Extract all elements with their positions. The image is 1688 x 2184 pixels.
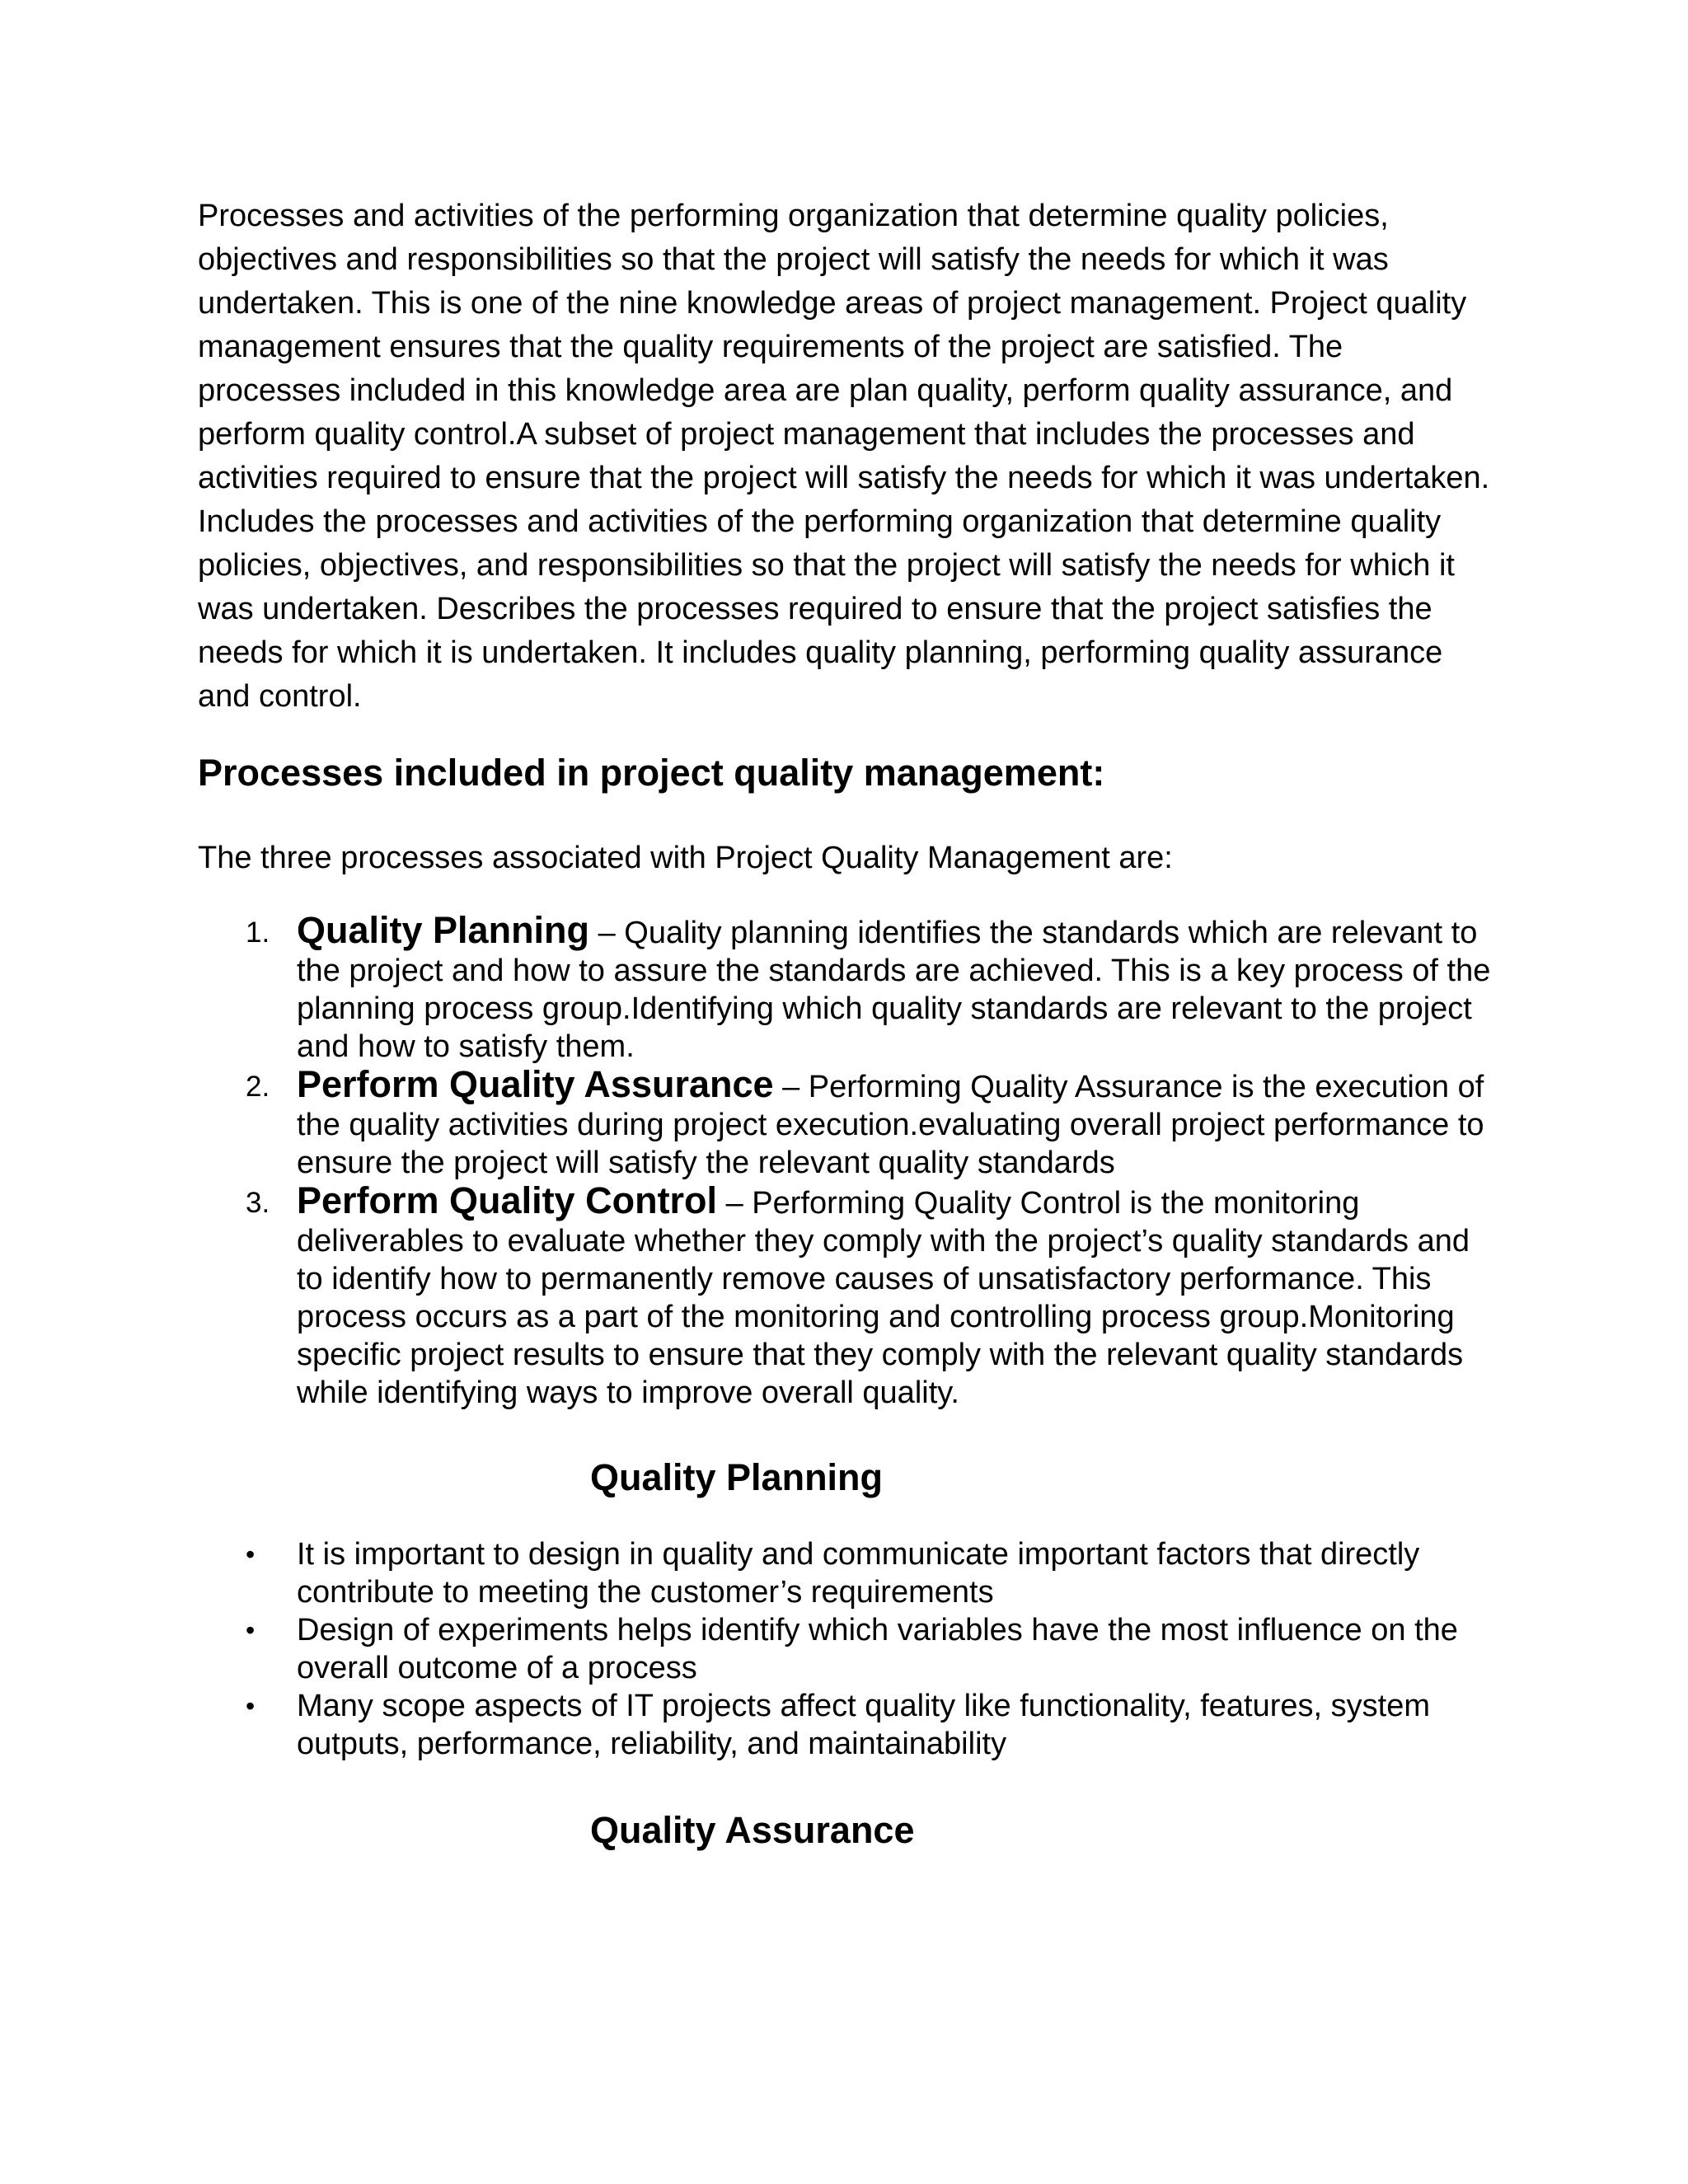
- quality-planning-heading: Quality Planning: [590, 1456, 884, 1498]
- list-number: 3.: [246, 1187, 270, 1219]
- process-term: Perform Quality Assurance: [297, 1063, 774, 1105]
- bullet-icon: •: [246, 1540, 256, 1569]
- process-description: – Performing Quality Control is the monitoring deliverables to evaluate whether they comply with the project’s quality standards and to identify how to permanently remove causes of unsatisfactory performance. This process occurs as a part of the monitoring and controlling process group.Monitoring specific project results to ensure that they comply with the relevant quality standards while identifying ways to improve overall quality.: [297, 1186, 1470, 1410]
- processes-heading: Processes included in project quality management:: [198, 752, 1105, 794]
- processes-lead: The three processes associated with Project Quality Management are:: [198, 841, 1173, 875]
- intro-paragraph: Processes and activities of the performing organization that determine quality policies, objectives and responsibilities so that the project will satisfy the needs for which it was undertaken. This is one of the nine knowledge areas of project management. Project quality management ensures that the quality requirements of the project are satisfied. The processes included in this knowledge area are plan quality, perform quality assurance, and perform quality control.A subset of project management that includes the processes and activities required to ensure that the project will satisfy the needs for which it was undertaken. Includes the processes and activities of the performing organization that determine quality policies, objectives, and responsibilities so that the project will satisfy the needs for which it was undertaken. Describes the processes required to ensure that the project satisfies the needs for which it is undertaken. It includes quality planning, performing quality assurance and control.: [198, 199, 1490, 714]
- list-item: [198, 1687, 1492, 1763]
- process-description: – Quality planning identifies the standards which are relevant to the project and how to assure the standards are achieved. This is a key process of the planning process group.Identifying which quality standards are relevant to the project and how to satisfy them.: [297, 916, 1491, 1064]
- process-item-perform-quality-control: [198, 1179, 1492, 1412]
- process-term: Quality Planning: [297, 909, 590, 951]
- process-item-quality-planning: [198, 909, 1492, 1066]
- quality-planning-list: [198, 1535, 1492, 1763]
- process-description: – Performing Quality Assurance is the execution of the quality activities during project execution.evaluating overall project performance to ensure the project will satisfy the relevant quality standards: [297, 1070, 1484, 1180]
- list-number: 2.: [246, 1071, 270, 1103]
- list-item: [198, 1535, 1492, 1611]
- bullet-icon: •: [246, 1615, 256, 1645]
- quality-assurance-heading: Quality Assurance: [590, 1809, 915, 1851]
- processes-list: [198, 909, 1492, 1412]
- process-term: Perform Quality Control: [297, 1179, 718, 1221]
- list-number: 1.: [246, 916, 270, 949]
- list-item-text: Many scope aspects of IT projects affect quality like functionality, features, system outputs, performance, reliability, and maintainability: [297, 1689, 1430, 1761]
- process-item-perform-quality-assurance: [198, 1063, 1492, 1182]
- list-item-text: Design of experiments helps identify which variables have the most influence on the overall outcome of a process: [297, 1613, 1458, 1685]
- document-body: [198, 194, 1492, 1855]
- list-item-text: It is important to design in quality and communicate important factors that directly contribute to meeting the customer’s requirements: [297, 1537, 1420, 1610]
- list-item: [198, 1611, 1492, 1687]
- bullet-icon: •: [246, 1691, 256, 1721]
